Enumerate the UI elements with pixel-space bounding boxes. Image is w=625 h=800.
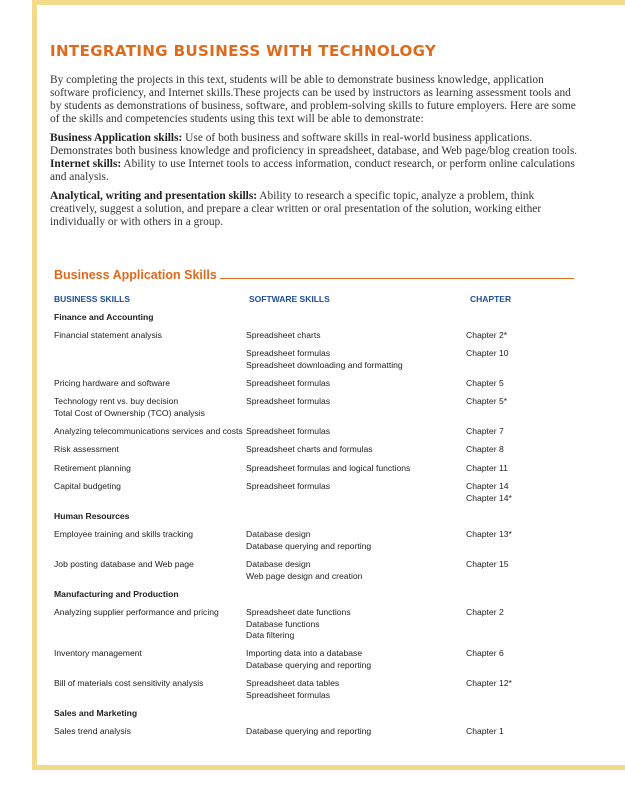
- software-skill-cell: [246, 330, 456, 342]
- cell-line: Chapter 12*: [466, 678, 512, 688]
- cell-line: Retirement planning: [54, 463, 131, 473]
- cell-line: Spreadsheet formulas and logical functions: [246, 463, 411, 473]
- title-rule: [220, 278, 574, 279]
- cell-line: Chapter 2: [466, 607, 504, 617]
- business-skill-cell: [54, 529, 242, 541]
- cell-line: Importing data into a database: [246, 648, 363, 658]
- software-skill-cell: [246, 726, 456, 738]
- page-frame-top: [32, 0, 625, 5]
- cell-line: Risk assessment: [54, 444, 119, 454]
- software-skill-cell: [246, 559, 456, 582]
- software-skill-cell: [246, 648, 456, 671]
- software-skill-cell: [246, 529, 456, 552]
- table-title: Business Application Skills: [54, 268, 217, 282]
- chapter-cell: [466, 426, 566, 438]
- chapter-cell: [466, 378, 566, 390]
- cell-line: Database querying and reporting: [246, 659, 372, 670]
- table-group-heading: Sales and Marketing: [54, 708, 138, 718]
- chapter-cell: [466, 463, 566, 475]
- cell-line: Chapter 2*: [466, 330, 508, 340]
- chapter-cell: [466, 648, 566, 660]
- cell-line: Database querying and reporting: [246, 726, 372, 736]
- cell-line: Spreadsheet formulas: [246, 689, 331, 700]
- table-group-heading: Human Resources: [54, 511, 130, 521]
- cell-line: Spreadsheet formulas: [246, 426, 331, 436]
- software-skill-cell: [246, 607, 456, 642]
- cell-line: Spreadsheet date functions: [246, 607, 351, 617]
- chapter-cell: [466, 330, 566, 342]
- cell-line: Inventory management: [54, 648, 142, 658]
- software-skill-cell: [246, 481, 456, 493]
- skill-text: Ability to use Internet tools to access information, conduct research, or perform online calculations and analysis.: [50, 158, 575, 183]
- chapter-cell: [466, 678, 566, 690]
- skill-text: Ability to research a specific topic, analyze a problem, think creatively, suggest a solution, and prepare a clear written or oral presentation of the solution, working either individually or with others in a group.: [50, 190, 542, 228]
- software-skill-cell: [246, 396, 456, 408]
- cell-line: Chapter 7: [466, 426, 504, 436]
- cell-line: Pricing hardware and software: [54, 378, 171, 388]
- software-skill-cell: [246, 426, 456, 438]
- software-skill-cell: [246, 463, 456, 475]
- cell-line: Database design: [246, 559, 311, 569]
- software-skill-cell: [246, 678, 456, 701]
- business-skill-cell: [54, 481, 242, 493]
- chapter-cell: [466, 607, 566, 619]
- skill-internet: [50, 158, 580, 184]
- page-frame-left: [32, 0, 37, 770]
- cell-line: Chapter 14: [466, 481, 509, 491]
- cell-line: Chapter 14*: [466, 492, 512, 503]
- cell-line: Analyzing supplier performance and pricing: [54, 607, 219, 617]
- cell-line: Chapter 15: [466, 559, 509, 569]
- cell-line: Chapter 13*: [466, 529, 512, 539]
- cell-line: Total Cost of Ownership (TCO) analysis: [54, 407, 205, 418]
- business-skill-cell: [54, 678, 242, 690]
- business-skill-cell: [54, 726, 242, 738]
- business-skill-cell: [54, 463, 242, 475]
- cell-line: Spreadsheet formulas: [246, 481, 331, 491]
- column-header-software: SOFTWARE SKILLS: [249, 294, 330, 304]
- chapter-cell: [466, 529, 566, 541]
- intro-text: [50, 74, 580, 229]
- page-title: INTEGRATING BUSINESS WITH TECHNOLOGY: [50, 42, 437, 60]
- skill-analytical: [50, 190, 580, 229]
- software-skill-cell: [246, 444, 456, 456]
- table-group-heading: Manufacturing and Production: [54, 589, 179, 599]
- cell-line: Database querying and reporting: [246, 540, 372, 551]
- business-skill-cell: [54, 330, 242, 342]
- business-skill-cell: [54, 444, 242, 456]
- cell-line: Chapter 6: [466, 648, 504, 658]
- cell-line: Web page design and creation: [246, 570, 363, 581]
- skill-label: Internet skills:: [50, 158, 122, 170]
- business-skill-cell: [54, 378, 242, 390]
- cell-line: Sales trend analysis: [54, 726, 131, 736]
- table-title-row: [54, 268, 574, 282]
- business-skill-cell: [54, 648, 242, 660]
- business-skill-cell: [54, 559, 242, 571]
- cell-line: Employee training and skills tracking: [54, 529, 193, 539]
- table-group-heading: Finance and Accounting: [54, 312, 154, 322]
- cell-line: Spreadsheet data tables: [246, 678, 340, 688]
- intro-section: [50, 42, 580, 229]
- chapter-cell: [466, 396, 566, 408]
- cell-line: Financial statement analysis: [54, 330, 162, 340]
- business-skill-cell: [54, 607, 242, 619]
- cell-line: Chapter 5: [466, 378, 504, 388]
- chapter-cell: [466, 726, 566, 738]
- skill-text: Use of both business and software skills in real-world business applications. Demonstrates both business knowledge and proficiency in spreadsheet, database, and Web page/blog creation tools.: [50, 132, 578, 157]
- skill-business-application: [50, 132, 580, 158]
- cell-line: Spreadsheet downloading and formatting: [246, 359, 403, 370]
- chapter-cell: [466, 348, 566, 360]
- cell-line: Chapter 11: [466, 463, 508, 473]
- cell-line: Capital budgeting: [54, 481, 121, 491]
- page-frame-bottom: [32, 765, 625, 770]
- skill-label: Analytical, writing and presentation skills:: [50, 190, 258, 202]
- cell-line: Spreadsheet formulas: [246, 348, 331, 358]
- cell-line: Job posting database and Web page: [54, 559, 194, 569]
- skill-label: Business Application skills:: [50, 132, 183, 144]
- cell-line: Database functions: [246, 618, 320, 629]
- software-skill-cell: [246, 348, 456, 371]
- cell-line: Spreadsheet formulas: [246, 396, 331, 406]
- intro-paragraph: By completing the projects in this text, students will be able to demonstrate business knowledge, application software proficiency, and Internet skills.These projects can be used by instructors as learning assessment tools and by students as demonstrations of business, software, and problem-solving skills to future employers. Here are some of the skills and competencies students using this text will be able to demonstrate:: [50, 74, 576, 125]
- cell-line: Spreadsheet charts: [246, 330, 321, 340]
- column-header-chapter: CHAPTER: [470, 294, 512, 304]
- business-skill-cell: [54, 426, 242, 438]
- cell-line: Bill of materials cost sensitivity analysis: [54, 678, 204, 688]
- cell-line: Data filtering: [246, 630, 295, 640]
- cell-line: Spreadsheet charts and formulas: [246, 444, 373, 454]
- chapter-cell: [466, 481, 566, 504]
- chapter-cell: [466, 444, 566, 456]
- cell-line: Chapter 1: [466, 726, 504, 736]
- column-header-business: BUSINESS SKILLS: [54, 294, 131, 304]
- cell-line: Technology rent vs. buy decision: [54, 396, 179, 406]
- cell-line: Chapter 5*: [466, 396, 508, 406]
- cell-line: Database design: [246, 529, 311, 539]
- cell-line: Chapter 8: [466, 444, 504, 454]
- cell-line: Chapter 10: [466, 348, 509, 358]
- chapter-cell: [466, 559, 566, 571]
- cell-line: Spreadsheet formulas: [246, 378, 331, 388]
- software-skill-cell: [246, 378, 456, 390]
- business-skill-cell: [54, 396, 242, 419]
- cell-line: Analyzing telecommunications services and costs: [54, 426, 243, 436]
